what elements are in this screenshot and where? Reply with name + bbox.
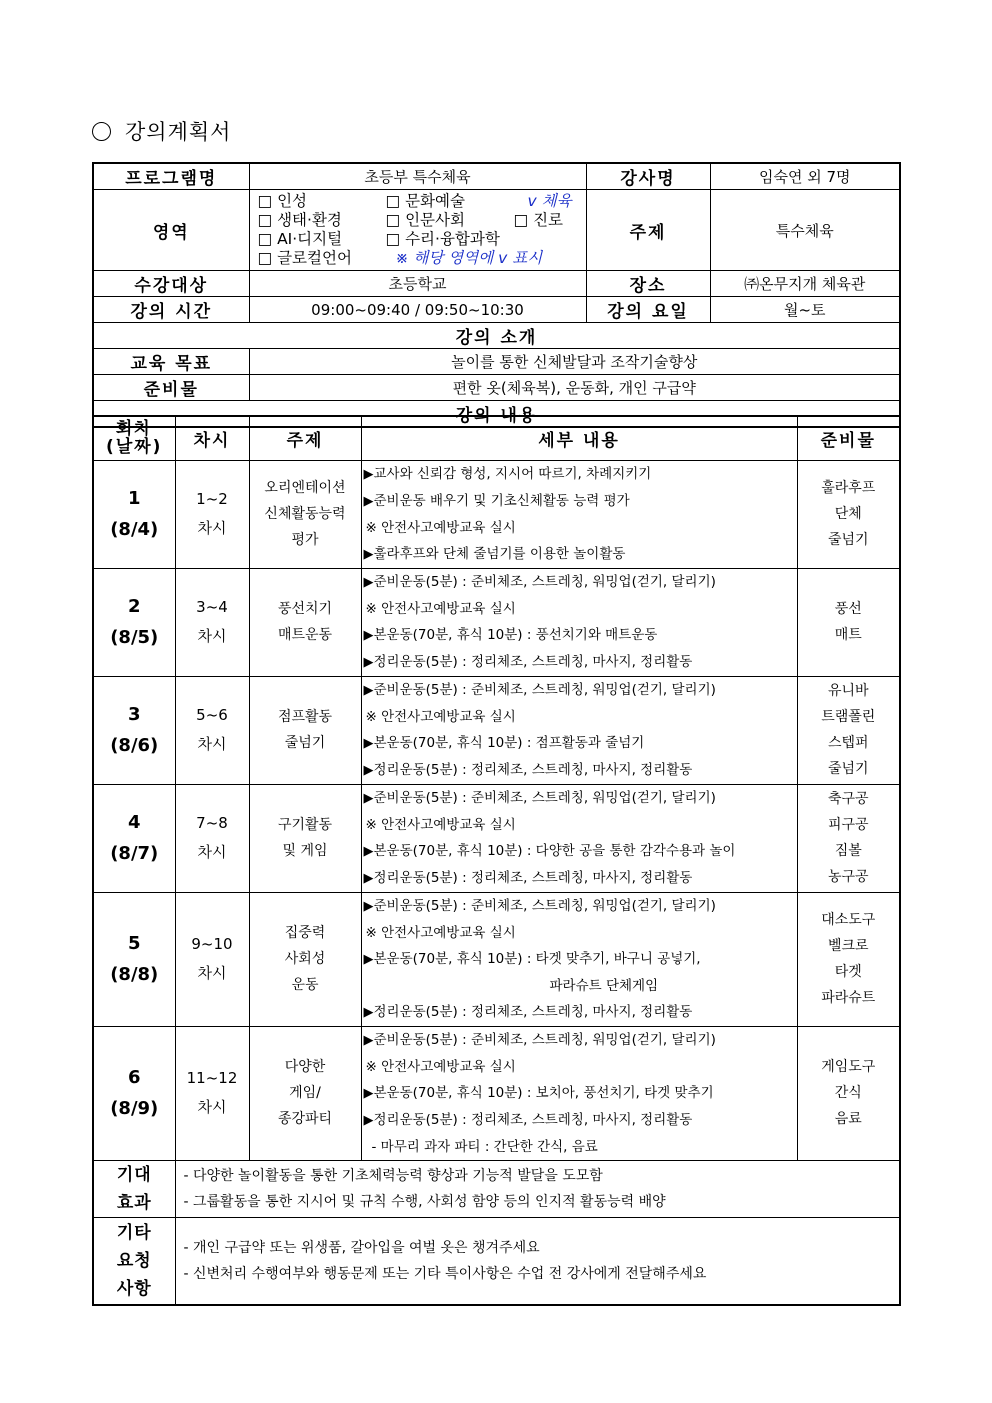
goal-label: 교육 목표 xyxy=(93,349,249,375)
prep-item: 파라슈트 xyxy=(821,990,876,1006)
detail-line: ▶ 정리운동(5분) : 정리체조, 스트레칭, 마사지, 정리활동 xyxy=(364,1107,797,1134)
prep-value: 편한 옷(체육복), 운동화, 개인 구급약 xyxy=(249,375,900,401)
prep-item: 농구공 xyxy=(827,869,869,885)
detail-line: ▶ 준비운동(5분) : 준비체조, 스트레칭, 워밍업(걷기, 달리기) xyxy=(364,569,797,596)
col-round-header: 회차 (날짜) xyxy=(93,416,175,460)
detail-line: ▶ 본운동(70분, 휴식 10분) : 다양한 공을 통한 감각수용과 놀이 xyxy=(364,838,797,865)
topic-line: 줄넘기 xyxy=(284,735,326,751)
area-option: □ 진로 xyxy=(513,211,564,229)
topic-line: 운동 xyxy=(291,977,319,993)
prep-item: 음료 xyxy=(834,1111,862,1127)
round-number: 3 xyxy=(127,704,141,725)
session-unit: 차시 xyxy=(197,735,227,753)
area-option: □ 생태·환경 xyxy=(257,211,342,229)
target-label: 수강대상 xyxy=(93,271,249,297)
time-value: 09:00~09:40 / 09:50~10:30 xyxy=(249,297,586,323)
document-title xyxy=(92,116,231,146)
schedule-row xyxy=(93,1026,900,1160)
detail-line: ▶ 정리운동(5분) : 정리체조, 스트레칭, 마사지, 정리활동 xyxy=(364,865,797,892)
prep-item: 트램폴린 xyxy=(821,709,876,725)
goal-value: 놀이를 통한 신체발달과 조작기술향상 xyxy=(249,349,900,375)
content-line: - 다양한 놀이활동을 통한 기초체력능력 향상과 기능적 발달을 도모함 xyxy=(183,1167,603,1184)
place-label: 장소 xyxy=(586,271,710,297)
round-date: (8/5) xyxy=(110,627,159,648)
detail-line: ※ 안전사고예방교육 실시 xyxy=(365,519,516,536)
session-range: 7~8 xyxy=(196,814,228,832)
schedule-row xyxy=(93,784,900,892)
col-topic-header: 주제 xyxy=(249,416,361,460)
label-line: 기대 xyxy=(116,1164,152,1185)
area-option: □ AI·디지털 xyxy=(257,230,343,248)
round-date: (8/9) xyxy=(110,1098,159,1119)
other-requests-row-label xyxy=(93,1217,175,1305)
round-cell xyxy=(93,1026,175,1160)
day-label: 강의 요일 xyxy=(586,297,710,323)
detail-cell xyxy=(361,1026,797,1160)
session-range: 9~10 xyxy=(191,935,233,953)
topic-cell xyxy=(249,784,361,892)
prep-cell xyxy=(797,784,900,892)
detail-cell xyxy=(361,568,797,676)
time-label: 강의 시간 xyxy=(93,297,249,323)
circle-bullet-icon xyxy=(92,122,111,141)
topic-line: 및 게임 xyxy=(282,843,328,859)
prep-label: 준비물 xyxy=(93,375,249,401)
col-session-header: 차시 xyxy=(175,416,249,460)
detail-line: ▶ 준비운동(5분) : 준비체조, 스트레칭, 워밍업(걷기, 달리기) xyxy=(364,893,797,920)
round-number: 5 xyxy=(127,933,141,954)
detail-line: ▶ 훌라후프와 단체 줄넘기를 이용한 놀이활동 xyxy=(364,541,797,568)
prep-item: 대소도구 xyxy=(821,912,876,928)
area-label: 영역 xyxy=(93,190,249,271)
label-line: 사항 xyxy=(116,1278,152,1299)
prep-item: 줄넘기 xyxy=(827,532,869,548)
expected-effects-row-content xyxy=(175,1160,900,1217)
prep-cell xyxy=(797,1026,900,1160)
detail-line: ▶ 정리운동(5분) : 정리체조, 스트레칭, 마사지, 정리활동 xyxy=(364,999,797,1026)
prep-item: 유니바 xyxy=(827,683,869,699)
detail-cell xyxy=(361,460,797,568)
topic-label: 주제 xyxy=(586,190,710,271)
round-cell xyxy=(93,784,175,892)
topic-line: 다양한 xyxy=(284,1059,326,1075)
area-option: □ 인성 xyxy=(257,192,308,210)
round-number: 1 xyxy=(127,488,141,509)
prep-item: 벨크로 xyxy=(827,938,869,954)
session-range: 3~4 xyxy=(196,598,228,616)
area-option: □ 인문사회 xyxy=(385,211,465,229)
topic-line: 집중력 xyxy=(284,925,326,941)
expected-effects-row-label xyxy=(93,1160,175,1217)
round-number: 2 xyxy=(127,596,141,617)
prep-cell xyxy=(797,568,900,676)
prep-item: 매트 xyxy=(834,627,862,643)
detail-line: ▶ 정리운동(5분) : 정리체조, 스트레칭, 마사지, 정리활동 xyxy=(364,757,797,784)
col-detail-header: 세부 내용 xyxy=(361,416,797,460)
schedule-row xyxy=(93,460,900,568)
place-value: ㈜온무지개 체육관 xyxy=(710,271,900,297)
detail-line: ▶ 본운동(70분, 휴식 10분) : 보치아, 풍선치기, 타겟 맞추기 xyxy=(364,1080,797,1107)
content-section-header: 강의 내용 xyxy=(93,401,900,428)
session-range: 1~2 xyxy=(196,490,228,508)
other-requests-row-content xyxy=(175,1217,900,1305)
detail-cell xyxy=(361,676,797,784)
document-title-text: 강의계획서 xyxy=(125,120,232,144)
round-cell xyxy=(93,568,175,676)
other-requests-row xyxy=(93,1217,900,1305)
session-unit: 차시 xyxy=(197,627,227,645)
prep-item: 단체 xyxy=(834,506,862,522)
topic-line: 매트운동 xyxy=(277,627,333,643)
area-option: □ 문화예술 xyxy=(385,192,465,210)
round-date: (8/6) xyxy=(110,735,159,756)
label-line: 기타 xyxy=(116,1222,152,1243)
program-label: 프로그램명 xyxy=(93,163,249,190)
topic-line: 구기활동 xyxy=(277,817,333,833)
prep-item: 짐볼 xyxy=(834,843,862,859)
session-cell xyxy=(175,676,249,784)
session-unit: 차시 xyxy=(197,1098,227,1116)
detail-line: ▶ 본운동(70분, 휴식 10분) : 타겟 맞추기, 바구니 공넣기, xyxy=(364,946,797,973)
session-range: 5~6 xyxy=(196,706,228,724)
info-table xyxy=(92,162,901,428)
session-range: 11~12 xyxy=(186,1069,238,1087)
area-option: □ 글로컬언어 xyxy=(257,249,352,267)
schedule-table xyxy=(92,415,901,1306)
detail-line: ▶ 본운동(70분, 휴식 10분) : 점프활동과 줄넘기 xyxy=(364,730,797,757)
session-cell xyxy=(175,892,249,1026)
day-value: 월~토 xyxy=(710,297,900,323)
detail-line: ▶ 교사와 신뢰감 형성, 지시어 따르기, 차례지키기 xyxy=(364,461,797,488)
session-unit: 차시 xyxy=(197,964,227,982)
detail-cell xyxy=(361,784,797,892)
label-line: 요청 xyxy=(116,1250,152,1271)
topic-cell xyxy=(249,676,361,784)
detail-line: ※ 안전사고예방교육 실시 xyxy=(365,924,516,941)
prep-cell xyxy=(797,676,900,784)
round-date: (8/8) xyxy=(110,964,159,985)
area-checklist xyxy=(249,190,586,271)
round-date: (8/7) xyxy=(110,843,159,864)
topic-cell xyxy=(249,460,361,568)
label-line: 효과 xyxy=(116,1192,152,1213)
session-cell xyxy=(175,1026,249,1160)
detail-line: ※ 안전사고예방교육 실시 xyxy=(365,600,516,617)
topic-line: 사회성 xyxy=(284,951,326,967)
detail-line: ▶ 본운동(70분, 휴식 10분) : 풍선치기와 매트운동 xyxy=(364,622,797,649)
intro-section-header: 강의 소개 xyxy=(93,323,900,349)
topic-cell xyxy=(249,568,361,676)
detail-line: ▶ 준비운동 배우기 및 기초신체활동 능력 평가 xyxy=(364,488,797,515)
expected-effects-row xyxy=(93,1160,900,1217)
prep-item: 타겟 xyxy=(834,964,862,980)
detail-line: ▶ 준비운동(5분) : 준비체조, 스트레칭, 워밍업(걷기, 달리기) xyxy=(364,677,797,704)
detail-line: 파라슈트 단체게임 xyxy=(549,977,659,994)
prep-item: 풍선 xyxy=(834,601,862,617)
instructor-value: 임숙연 외 7명 xyxy=(710,163,900,190)
round-number: 4 xyxy=(127,812,141,833)
schedule-row xyxy=(93,676,900,784)
content-line: - 그룹활동을 통한 지시어 및 규칙 수행, 사회성 함양 등의 인지적 활동능력 배양 xyxy=(183,1193,666,1210)
content-line: - 신변처리 수행여부와 행동문제 또는 기타 특이사항은 수업 전 강사에게 전달해주세요 xyxy=(183,1265,707,1282)
schedule-row xyxy=(93,892,900,1026)
col-prep-header: 준비물 xyxy=(797,416,900,460)
topic-line: 신체활동능력 xyxy=(264,506,346,522)
detail-line: ▶ 준비운동(5분) : 준비체조, 스트레칭, 워밍업(걷기, 달리기) xyxy=(364,785,797,812)
session-cell xyxy=(175,460,249,568)
target-value: 초등학교 xyxy=(249,271,586,297)
area-option-checked: ⅴ 체육 xyxy=(527,192,572,210)
topic-line: 오리엔테이션 xyxy=(264,480,346,496)
round-cell xyxy=(93,676,175,784)
detail-line: ※ 안전사고예방교육 실시 xyxy=(365,708,516,725)
detail-line: ▶ 준비운동(5분) : 준비체조, 스트레칭, 워밍업(걷기, 달리기) xyxy=(364,1027,797,1054)
prep-item: 축구공 xyxy=(827,791,869,807)
detail-line: ※ 안전사고예방교육 실시 xyxy=(365,816,516,833)
session-cell xyxy=(175,784,249,892)
topic-line: 게임/ xyxy=(289,1085,321,1101)
program-value: 초등부 특수체육 xyxy=(249,163,586,190)
prep-item: 스텝퍼 xyxy=(827,735,869,751)
detail-cell xyxy=(361,892,797,1026)
session-cell xyxy=(175,568,249,676)
prep-item: 피구공 xyxy=(827,817,869,833)
topic-line: 평가 xyxy=(291,532,319,548)
round-cell xyxy=(93,892,175,1026)
area-note: ※ 해당 영역에 ⅴ 표시 xyxy=(395,249,543,267)
prep-item: 훌라후프 xyxy=(821,480,876,496)
detail-line: ※ 안전사고예방교육 실시 xyxy=(365,1058,516,1075)
prep-cell xyxy=(797,460,900,568)
instructor-label: 강사명 xyxy=(586,163,710,190)
content-line: - 개인 구급약 또는 위생품, 갈아입을 여벌 옷은 챙겨주세요 xyxy=(183,1239,540,1256)
prep-item: 게임도구 xyxy=(821,1059,876,1075)
round-cell xyxy=(93,460,175,568)
round-number: 6 xyxy=(127,1067,141,1088)
detail-line: - 마무리 과자 파티 : 간단한 간식, 음료 xyxy=(371,1138,598,1155)
prep-item: 줄넘기 xyxy=(827,761,869,777)
topic-cell xyxy=(249,892,361,1026)
topic-line: 풍선치기 xyxy=(277,601,333,617)
session-unit: 차시 xyxy=(197,843,227,861)
topic-value: 특수체육 xyxy=(710,190,900,271)
session-unit: 차시 xyxy=(197,519,227,537)
topic-line: 점프활동 xyxy=(277,709,333,725)
round-date: (8/4) xyxy=(110,519,159,540)
prep-cell xyxy=(797,892,900,1026)
area-option: □ 수리·융합과학 xyxy=(385,230,500,248)
detail-line: ▶ 정리운동(5분) : 정리체조, 스트레칭, 마사지, 정리활동 xyxy=(364,649,797,676)
prep-item: 간식 xyxy=(834,1085,862,1101)
topic-cell xyxy=(249,1026,361,1160)
schedule-row xyxy=(93,568,900,676)
topic-line: 종강파티 xyxy=(277,1111,333,1127)
